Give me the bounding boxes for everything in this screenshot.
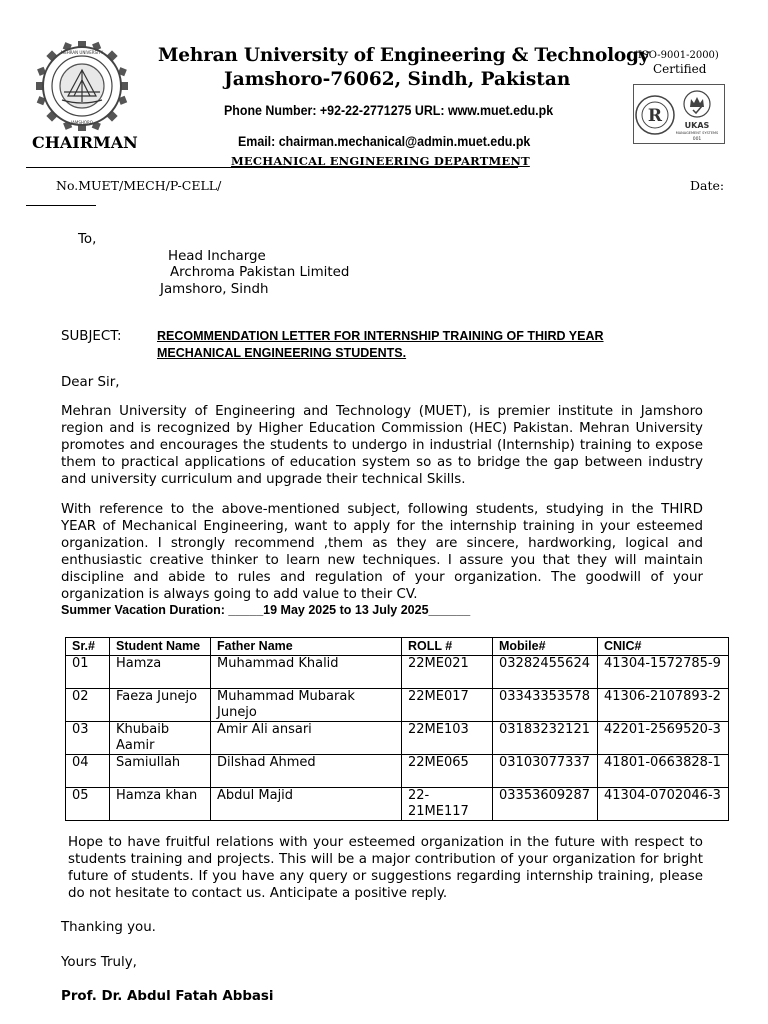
body-paragraph-2: With reference to the above-mentioned subject, following students, studying in the THIRD YEAR of Mechanical Engineering, want to apply for the internship training in your esteemed organization. I strongly recommend ,them as they are sincere, hardworking, logical and enthusiastic creative thinker to learn new techniques. I assure you that they will maintain discipline and abide to rules and regulation of your organization. The goodwill of your organization is always going to add value to their CV. <box>61 502 703 602</box>
table-cell: 03 <box>66 722 110 755</box>
table-row <box>66 722 729 755</box>
table-cell: Khubaib Aamir <box>110 722 211 755</box>
closing-thanks: Thanking you. <box>61 920 156 935</box>
summer-vacation-duration: Summer Vacation Duration: _____19 May 2025 to 13 July 2025______ <box>61 603 471 617</box>
column-header: Student Name <box>110 638 211 656</box>
table-cell: 22ME065 <box>402 755 493 788</box>
recipient-line: Archroma Pakistan Limited <box>170 265 350 280</box>
subject-text: RECOMMENDATION LETTER FOR INTERNSHIP TRAINING OF THIRD YEAR MECHANICAL ENGINEERING STUDENTS. <box>157 329 604 360</box>
table-header-row <box>66 638 729 656</box>
body-paragraph-1: Mehran University of Engineering and Technology (MUET), is premier institute in Jamshoro region and is recognized by Higher Education Commission (HEC) Pakistan. Mehran University promotes and encourages the students to undergo in industrial (Internship) training to expose them to practical applications of education system so as to bridge the gap between industry and university curriculum and upgrade their technical Skills. <box>61 404 703 487</box>
table-cell: 03282455624 <box>493 656 598 689</box>
university-name: Mehran University of Engineering & Technology <box>158 45 650 66</box>
table-cell: 42201-2569520-3 <box>598 722 729 755</box>
table-cell: 41304-0702046-3 <box>598 788 729 821</box>
table-cell: Abdul Majid <box>211 788 402 821</box>
students-table <box>65 637 729 821</box>
body-paragraph-3: Hope to have fruitful relations with your esteemed organization in the future with respect to students training and projects. This will be a major contribution of your organization for bright future of students. If you have any query or suggestions regarding internship training, please do not hesitate to contact us. Anticipate a positive reply. <box>68 835 703 901</box>
ukas-crown-icon <box>684 91 710 117</box>
chairman-label: CHAIRMAN <box>32 133 138 152</box>
svg-text:001: 001 <box>692 137 702 142</box>
table-cell: 03343353578 <box>493 689 598 722</box>
signatory-name: Prof. Dr. Abdul Fatah Abbasi <box>61 989 274 1004</box>
table-cell: 22ME021 <box>402 656 493 689</box>
subject-label: SUBJECT: <box>61 329 122 344</box>
recipient-line: Head Incharge <box>168 249 266 264</box>
table-row <box>66 656 729 689</box>
svg-text:UKAS: UKAS <box>684 121 710 130</box>
column-header: Mobile# <box>493 638 598 656</box>
table-cell: Amir Ali ansari <box>211 722 402 755</box>
certification-badges <box>633 84 725 144</box>
svg-text:MANAGEMENT SYSTEMS: MANAGEMENT SYSTEMS <box>675 131 719 135</box>
table-cell: Muhammad Khalid <box>211 656 402 689</box>
table-cell: Dilshad Ahmed <box>211 755 402 788</box>
date-label: Date: <box>690 178 725 193</box>
reference-number: No.MUET/MECH/P-CELL/ <box>56 178 222 193</box>
university-address: Jamshoro-76062, Sindh, Pakistan <box>224 69 571 90</box>
table-cell: 22ME103 <box>402 722 493 755</box>
table-cell: Hamza <box>110 656 211 689</box>
university-logo <box>34 40 130 132</box>
table-cell: Faeza Junejo <box>110 689 211 722</box>
table-cell: 03353609287 <box>493 788 598 821</box>
table-cell: Samiullah <box>110 755 211 788</box>
column-header: ROLL # <box>402 638 493 656</box>
phone-line: Phone Number: +92-22-2771275 URL: www.muet.edu.pk <box>224 103 554 118</box>
svg-text:R: R <box>647 106 663 126</box>
table-cell: 02 <box>66 689 110 722</box>
column-header: Sr.# <box>66 638 110 656</box>
svg-text:JAMSHORO: JAMSHORO <box>71 120 93 125</box>
table-cell: 22-21ME117 <box>402 788 493 821</box>
column-header: Father Name <box>211 638 402 656</box>
table-cell: 01 <box>66 656 110 689</box>
header-divider <box>26 167 518 168</box>
email-line: Email: chairman.mechanical@admin.muet.edu.pk <box>238 134 531 149</box>
to-line: To, <box>78 232 97 247</box>
closing-yours-truly: Yours Truly, <box>61 955 137 970</box>
iso-certified: Certified <box>653 62 707 76</box>
table-cell: 04 <box>66 755 110 788</box>
table-cell: 22ME017 <box>402 689 493 722</box>
iso-code: (ISO-9001-2000) <box>634 50 719 61</box>
table-row <box>66 788 729 821</box>
svg-text:MEHRAN UNIVERSITY: MEHRAN UNIVERSITY <box>60 50 104 55</box>
department-name: MECHANICAL ENGINEERING DEPARTMENT <box>231 154 530 168</box>
table-cell: 41801-0663828-1 <box>598 755 729 788</box>
table-row <box>66 755 729 788</box>
table-cell: 05 <box>66 788 110 821</box>
table-row <box>66 689 729 722</box>
registered-seal-icon <box>636 96 674 134</box>
table-cell: 03103077337 <box>493 755 598 788</box>
table-cell: 41306-2107893-2 <box>598 689 729 722</box>
table-cell: Hamza khan <box>110 788 211 821</box>
table-cell: 41304-1572785-9 <box>598 656 729 689</box>
salutation: Dear Sir, <box>61 375 120 390</box>
table-cell: Muhammad Mubarak Junejo <box>211 689 402 722</box>
reference-blank-line <box>26 205 96 206</box>
column-header: CNIC# <box>598 638 729 656</box>
table-cell: 03183232121 <box>493 722 598 755</box>
recipient-line: Jamshoro, Sindh <box>160 282 269 297</box>
